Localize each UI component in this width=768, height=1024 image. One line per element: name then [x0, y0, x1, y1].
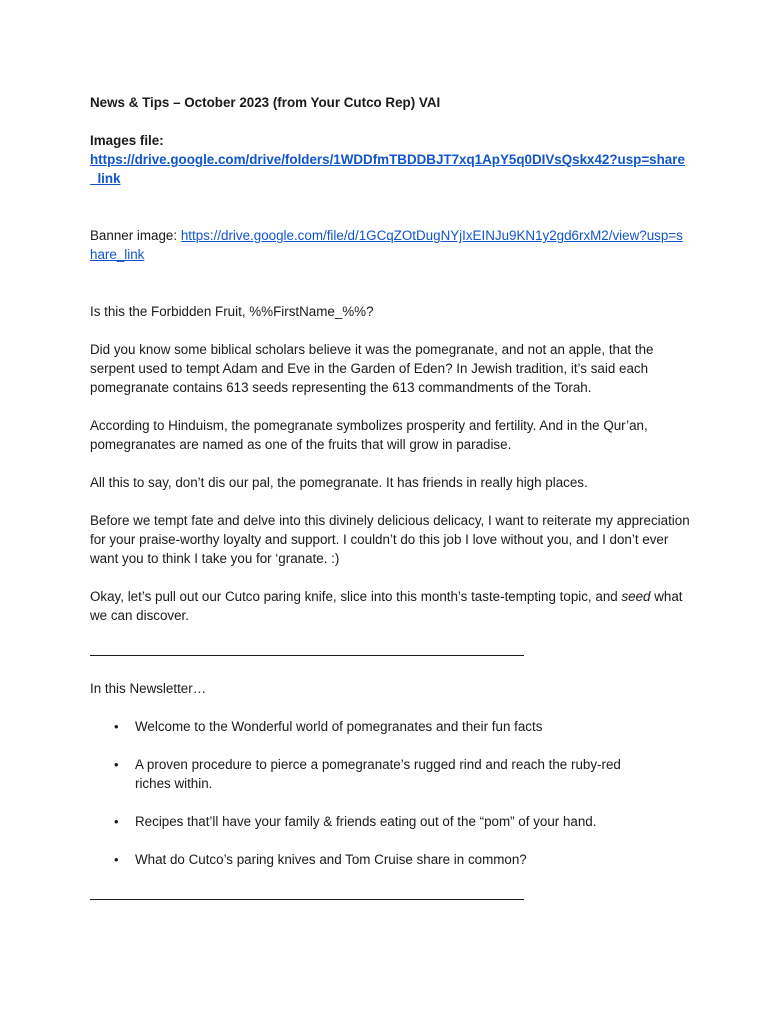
list-item-text: What do Cutco’s paring knives and Tom Cruise share in common? — [135, 852, 527, 867]
list-item — [90, 717, 655, 736]
images-file-label: Images file: — [90, 133, 164, 148]
intro-paragraph-2: According to Hinduism, the pomegranate symbolizes prosperity and fertility. And in the Qur’an, pomegranates are named as one of the fruits that will grow in paradise. — [90, 418, 648, 452]
section-divider-2 — [90, 899, 524, 900]
bullet-icon: • — [114, 814, 119, 829]
list-item — [90, 755, 655, 793]
banner-image-link[interactable]: https://drive.google.com/file/d/1GCqZOtDugNYjIxEINJu9KN1y2gd6rxM2/view?usp=share_link — [90, 228, 683, 262]
list-item-text: A proven procedure to pierce a pomegranate’s rugged rind and reach the ruby-red riches within. — [135, 757, 621, 791]
para5-text-after: what we can discover. — [90, 589, 683, 623]
banner-line — [90, 226, 690, 264]
intro-paragraph-1: Did you know some biblical scholars believe it was the pomegranate, and not an apple, that the serpent used to tempt Adam and Eve in the Garden of Eden? In Jewish tradition, it’s said each pomegranate contains 613 seeds representing the 613 commandments of the Torah. — [90, 342, 654, 395]
document-title: News & Tips – October 2023 (from Your Cutco Rep) VAI — [90, 95, 441, 110]
images-file-link-wrap — [90, 150, 690, 188]
list-item — [90, 812, 655, 831]
intro-paragraph-4: Before we tempt fate and delve into this divinely delicious delicacy, I want to reiterate my appreciation for your praise-worthy loyalty and support. I couldn’t do this job I love without you, and I don’t ever want you to think I take you for ‘granate. :) — [90, 513, 690, 566]
list-item-text: Recipes that’ll have your family & friends eating out of the “pom” of your hand. — [135, 814, 597, 829]
list-item-text: Welcome to the Wonderful world of pomegranates and their fun facts — [135, 719, 543, 734]
intro-question: Is this the Forbidden Fruit, %%FirstName_%%? — [90, 304, 374, 319]
para5-text-before: Okay, let’s pull out our Cutco paring knife, slice into this month’s taste-tempting topic, and — [90, 589, 622, 604]
document-page — [90, 93, 690, 900]
newsletter-heading: In this Newsletter… — [90, 681, 207, 696]
banner-label: Banner image: — [90, 228, 181, 243]
bullet-icon: • — [114, 757, 119, 772]
bullet-icon: • — [114, 719, 119, 734]
images-file-link[interactable]: https://drive.google.com/drive/folders/1WDDfmTBDDBJT7xq1ApY5q0DIVsQskx42?usp=share_link — [90, 152, 685, 186]
intro-paragraph-5 — [90, 587, 690, 625]
para5-emphasis: seed — [621, 589, 651, 604]
intro-paragraph-3: All this to say, don’t dis our pal, the pomegranate. It has friends in really high places. — [90, 475, 588, 490]
list-item — [90, 850, 655, 869]
section-divider-1 — [90, 655, 524, 656]
bullet-icon: • — [114, 852, 119, 867]
newsletter-list — [90, 717, 690, 869]
